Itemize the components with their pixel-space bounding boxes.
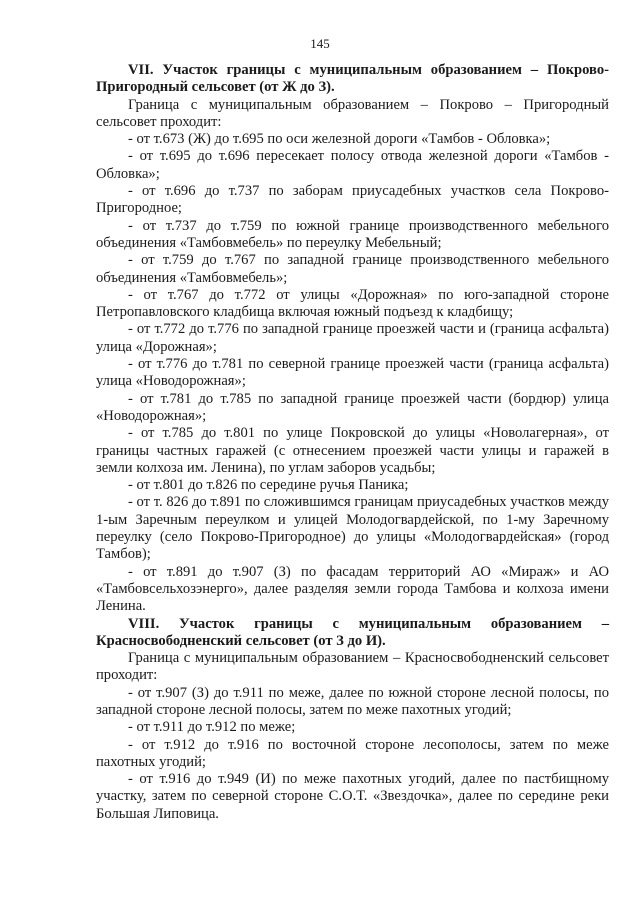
boundary-item: - от т.772 до т.776 по западной границе проезжей части и (граница асфальта) улица «Дорожная»; [96,321,609,355]
section-heading: VIII. Участок границы с муниципальным образованием – Красносвободненский сельсовет (от З до И). [96,615,609,649]
page-number: 145 [310,36,330,51]
boundary-item: - от т.695 до т.696 пересекает полосу отвода железной дороги «Тамбов - Обловка»; [96,148,609,182]
boundary-item: - от т.673 (Ж) до т.695 по оси железной дороги «Тамбов - Обловка»; [128,131,551,148]
boundary-item: - от т.911 до т.912 по меже; [128,719,296,736]
boundary-item: - от т.759 до т.767 по западной границе производственного мебельного объединения «Тамбовмебель»; [96,252,609,286]
section-intro: Граница с муниципальным образованием – Покрово – Пригородный сельсовет проходит: [96,96,609,130]
boundary-item: - от т.696 до т.737 по заборам приусадебных участков села Покрово-Пригородное; [96,183,609,217]
boundary-item: - от т.891 до т.907 (З) по фасадам территорий АО «Мираж» и АО «Тамбовсельхозэнерго», далее разделяя земли города Тамбова и колхоза имени Ленина. [96,563,609,615]
boundary-item: - от т. 826 до т.891 по сложившимся границам приусадебных участков между 1-ым Заречным переулком и улицей Молодогвардейской, по 1-му Заречному переулку (село Покрово-Пригородное) до улицы «Молодогвардейская» (город Тамбов); [96,494,609,563]
boundary-item: - от т.785 до т.801 по улице Покровской до улицы «Новолагерная», от границы частных гаражей (с отнесением проезжей части улицы и гаражей в земли колхоза им. Ленина), по углам заборов усадьбы; [96,425,609,476]
boundary-item: - от т.912 до т.916 по восточной стороне лесополосы, затем по меже пахотных угодий; [96,736,609,770]
boundary-item: - от т.907 (З) до т.911 по меже, далее по южной стороне лесной полосы, по западной стороне лесной полосы, затем по меже пахотных угодий; [96,684,609,718]
boundary-item: - от т.801 до т.826 по середине ручья Паника; [128,477,409,494]
boundary-item: - от т.781 до т.785 по западной границе проезжей части (бордюр) улица «Новодорожная»; [96,390,609,424]
boundary-item: - от т.737 до т.759 по южной границе производственного мебельного объединения «Тамбовмебель» по переулку Мебельный; [96,217,609,251]
boundary-item: - от т.776 до т.781 по северной границе проезжей части (граница асфальта) улица «Новодорожная»; [96,356,609,390]
section-heading: VII. Участок границы с муниципальным образованием – Покрово-Пригородный сельсовет (от Ж до З). [96,62,609,96]
boundary-item: - от т.916 до т.949 (И) по меже пахотных угодий, далее по пастбищному участку, затем по северной стороне С.О.Т. «Звездочка», далее по середине реки Большая Липовица. [96,771,609,822]
boundary-item: - от т.767 до т.772 от улицы «Дорожная» по юго-западной стороне Петропавловского кладбища включая южный подъезд к кладбищу; [96,286,609,321]
document-body [96,62,609,823]
section-intro: Граница с муниципальным образованием – Красносвободненский сельсовет проходит: [96,650,609,684]
